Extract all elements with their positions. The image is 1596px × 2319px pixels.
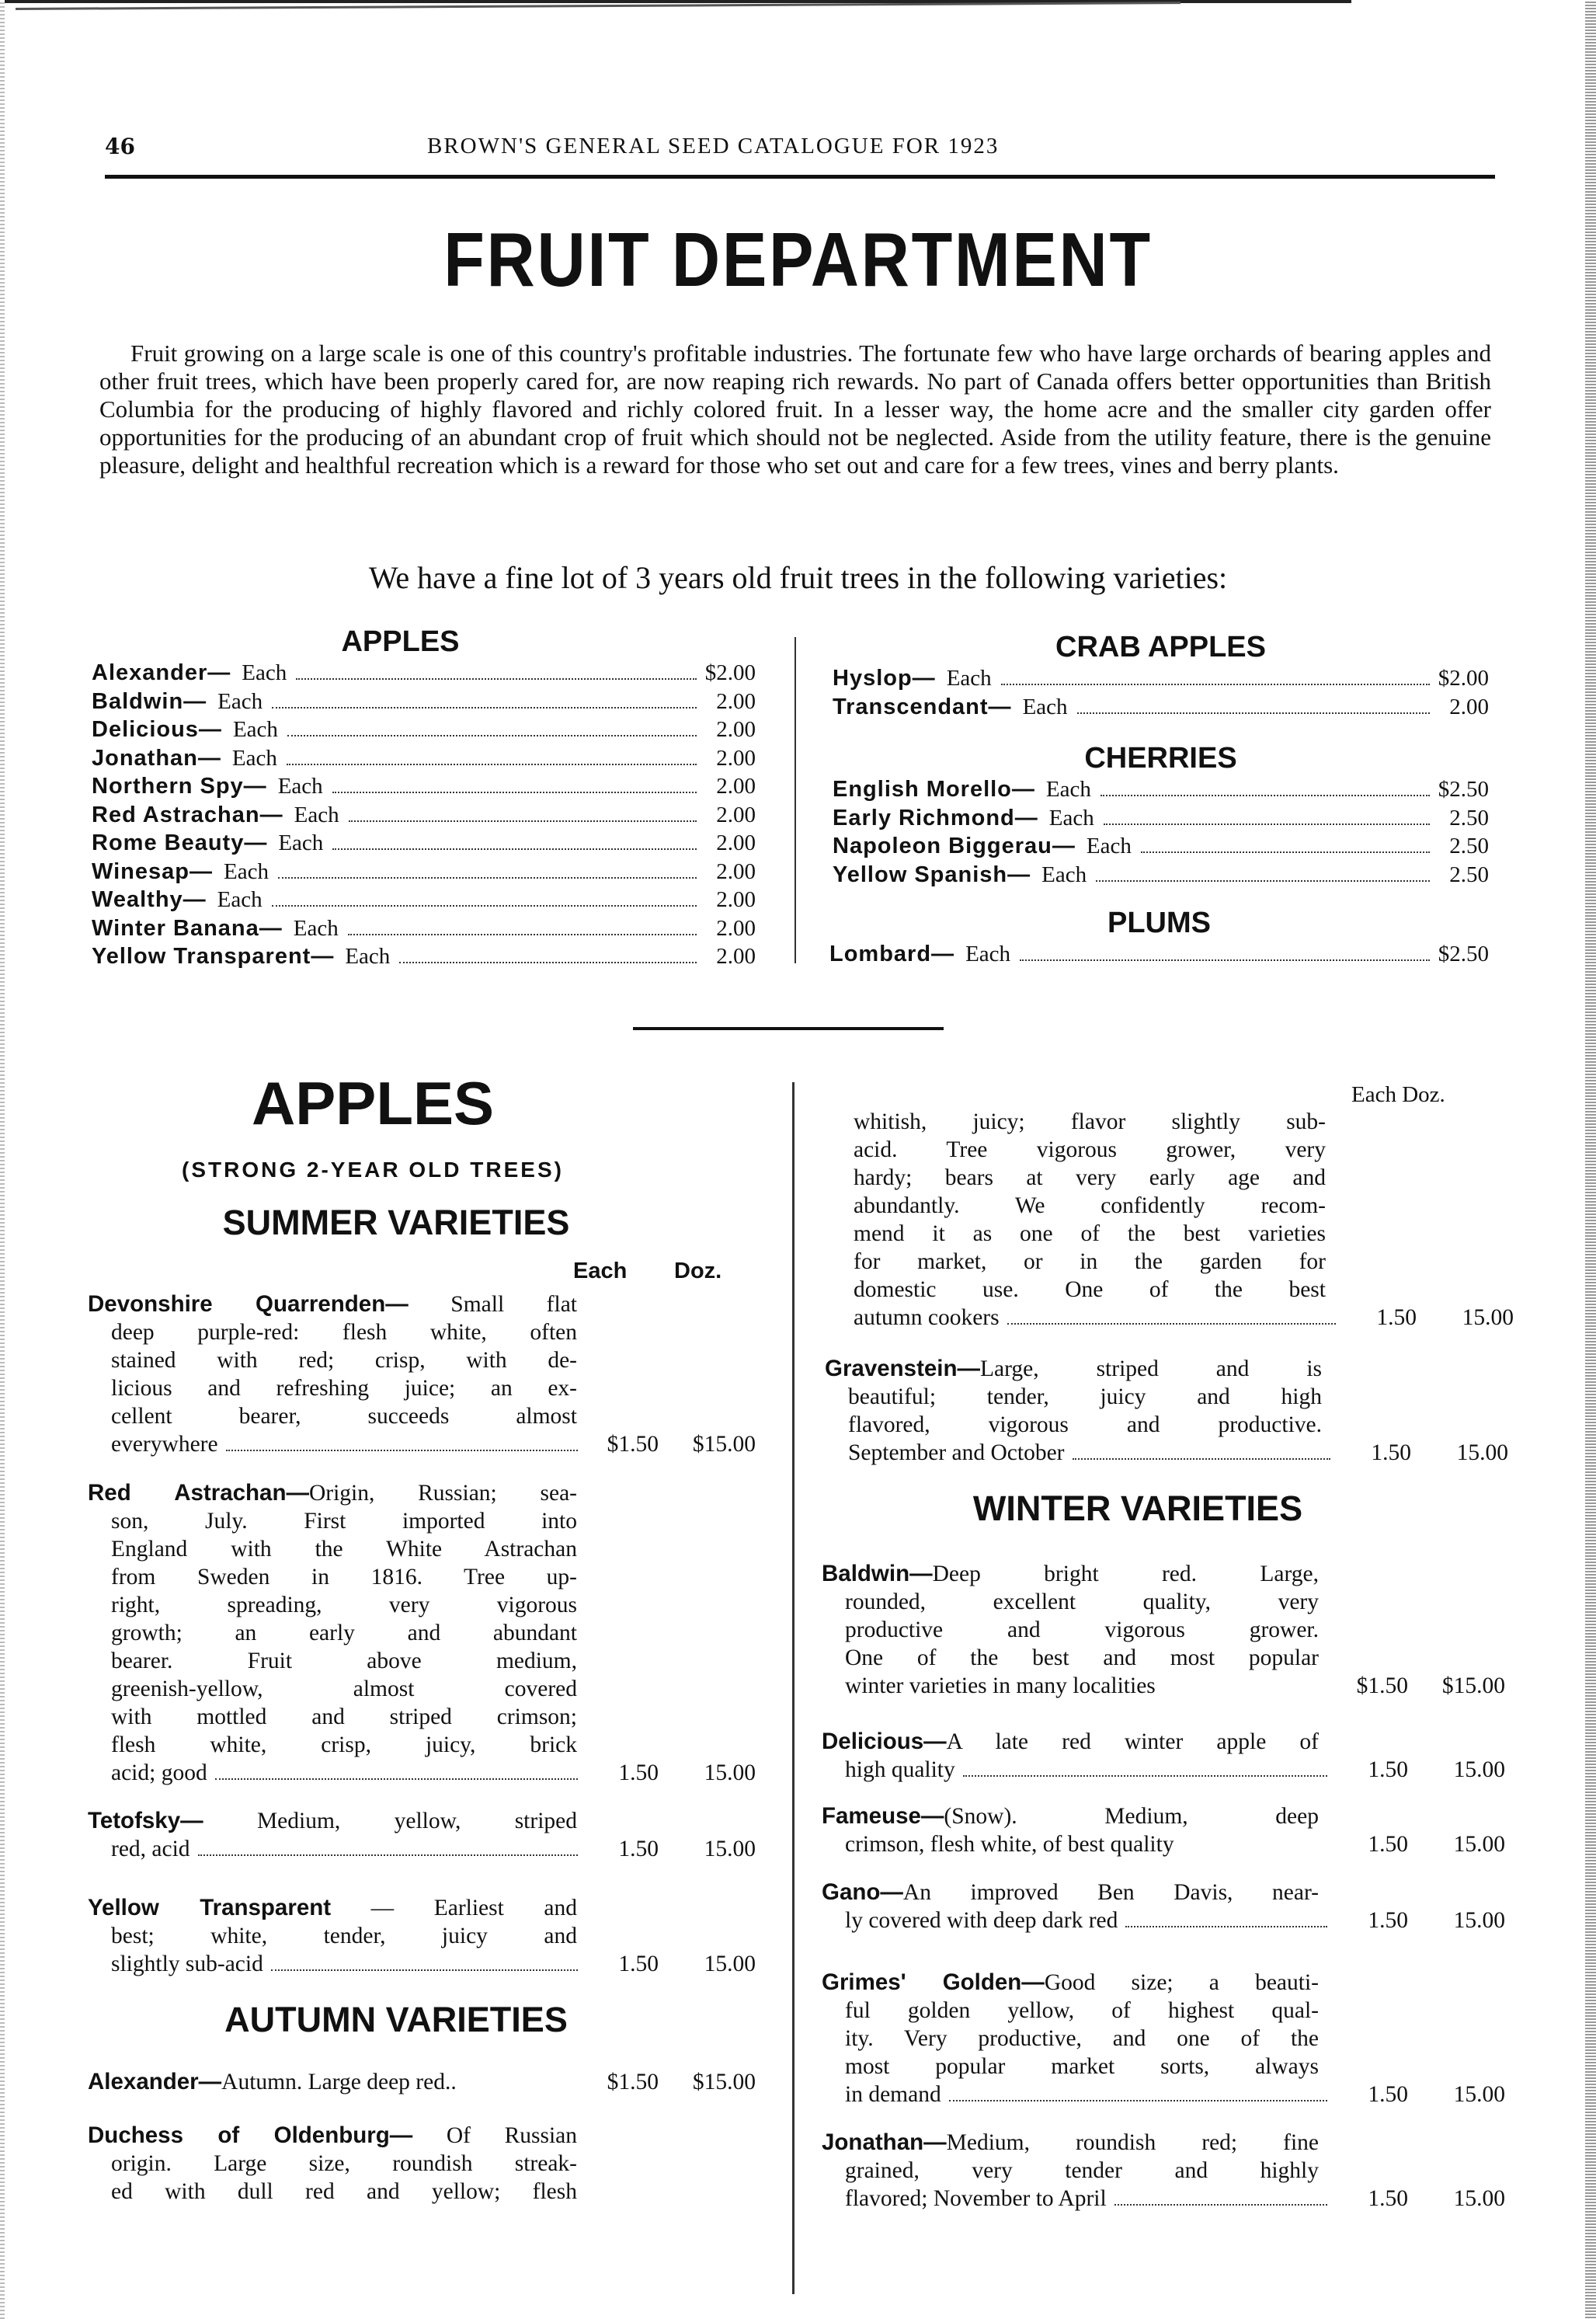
column-header-doz: Doz.	[674, 1259, 722, 1283]
entry-line: greenish-yellow, almost covered	[111, 1677, 577, 1701]
price-list-rows	[829, 942, 1489, 970]
price-dozen: 15.00	[1462, 1305, 1514, 1330]
unit-label: Each	[232, 717, 278, 742]
entry-line: flesh white, crisp, juicy, brick	[111, 1732, 577, 1757]
dot-leader	[1114, 2204, 1327, 2206]
price-each: 1.50	[1368, 1832, 1408, 1857]
entry-line: flavored, vigorous and productive.	[848, 1412, 1322, 1437]
dot-leader	[1125, 1926, 1327, 1927]
price-dozen: $15.00	[1441, 1673, 1505, 1698]
unit-label: Each	[217, 887, 263, 912]
unit-label: Each	[277, 774, 323, 799]
entry-last-text: slightly sub-acid	[111, 1952, 263, 1976]
variety-entry	[88, 1807, 756, 1863]
variety-name: Grimes' Golden—	[822, 1969, 1045, 1995]
variety-name: Yellow Spanish—	[833, 862, 1031, 887]
variety-name: Devonshire Quarrenden—	[88, 1291, 409, 1317]
price-list-plums	[829, 907, 1489, 970]
variety-name: Yellow Transparent—	[92, 944, 335, 969]
column-divider	[795, 637, 796, 963]
section-divider-rule	[633, 1027, 944, 1030]
price: $2.00	[704, 660, 756, 685]
entry-description	[822, 1969, 1319, 2080]
entry-last-text: acid; good	[111, 1760, 207, 1785]
price: 2.00	[716, 774, 756, 799]
entry-price-line	[88, 1759, 756, 1787]
entry-first-line	[825, 1355, 1322, 1383]
price: 2.00	[716, 802, 756, 827]
price-row	[92, 887, 756, 916]
price-list-rows	[833, 777, 1489, 890]
variety-lead: Large, striped and is	[980, 1356, 1322, 1381]
dot-leader	[215, 1778, 578, 1780]
price: $2.50	[1438, 942, 1489, 966]
price-each: 1.50	[618, 1952, 659, 1976]
entry-description	[88, 1479, 577, 1759]
variety-entry	[822, 1969, 1505, 2108]
variety-name: Gravenstein—	[825, 1356, 981, 1381]
entry-description	[88, 1290, 577, 1430]
entry-description	[822, 2129, 1319, 2185]
autumn-varieties-heading: AUTUMN VARIETIES	[224, 2000, 568, 2039]
price: 2.50	[1449, 862, 1489, 887]
variety-lead: — Earliest and	[331, 1896, 577, 1920]
dot-leader	[278, 877, 697, 879]
entry-line: grained, very tender and highly	[845, 2158, 1319, 2183]
entry-first-line	[88, 2122, 577, 2150]
entry-last-text: September and October	[848, 1440, 1065, 1465]
entry-price-line	[822, 1830, 1505, 1858]
price: 2.00	[716, 830, 756, 855]
entry-line: whitish, juicy; flavor slightly sub-	[854, 1109, 1326, 1134]
entry-price-line	[822, 1672, 1505, 1700]
price-each: 1.50	[1368, 2186, 1408, 2211]
column-header-each: Each	[573, 1259, 628, 1283]
unit-label: Each	[1048, 805, 1094, 830]
price: $2.50	[1438, 777, 1489, 802]
entry-first-line	[822, 1879, 1319, 1906]
entry-line: bearer. Fruit above medium,	[111, 1649, 577, 1673]
entry-line: son, July. First imported into	[111, 1509, 577, 1534]
price-dozen: 15.00	[704, 1837, 756, 1861]
price-dozen: 15.00	[1453, 1908, 1505, 1933]
entry-first-line	[88, 1807, 577, 1835]
dot-leader	[963, 1775, 1327, 1777]
entry-description	[822, 1802, 1319, 1830]
price-row	[833, 777, 1489, 806]
price: 2.00	[716, 887, 756, 912]
header-rule	[105, 175, 1495, 179]
dot-leader	[348, 934, 697, 935]
price-each: 1.50	[1368, 1908, 1408, 1933]
variety-name: Red Astrachan—	[88, 1480, 309, 1506]
variety-lead: Good size; a beauti-	[1044, 1970, 1319, 1995]
entry-last-text: red, acid	[111, 1837, 190, 1861]
price-dozen: 15.00	[1453, 2082, 1505, 2107]
entry-description	[822, 1728, 1319, 1756]
price-row	[92, 746, 756, 775]
variety-name: Jonathan—	[92, 745, 221, 771]
entry-price-line	[88, 1950, 756, 1978]
entry-line: origin. Large size, roundish streak-	[111, 2151, 577, 2176]
variety-entry	[822, 1879, 1505, 1934]
dot-leader	[198, 1854, 578, 1856]
price: 2.00	[716, 745, 756, 771]
entry-line: licious and refreshing juice; an ex-	[111, 1376, 577, 1401]
variety-name: Napoleon Biggerau—	[833, 834, 1076, 858]
price-dozen: 15.00	[704, 1952, 756, 1976]
variety-name: Early Richmond—	[833, 805, 1038, 830]
entry-description	[88, 2122, 577, 2206]
variety-entry	[822, 1802, 1505, 1858]
variety-lead: An improved Ben Davis, near-	[902, 1880, 1319, 1905]
variety-entry	[822, 1728, 1505, 1784]
entry-last-text: everywhere	[111, 1432, 218, 1457]
variety-name: Jonathan—	[822, 2129, 947, 2155]
variety-name: Alexander—	[92, 660, 231, 685]
variety-lead: A late red winter apple of	[946, 1729, 1319, 1754]
variety-lead: Medium, roundish red; fine	[946, 2130, 1319, 2155]
variety-name: Wealthy—	[92, 887, 207, 912]
dot-leader	[332, 848, 697, 850]
price-row	[92, 916, 756, 945]
price-row	[833, 666, 1489, 695]
entry-price-line	[822, 2185, 1505, 2213]
variety-name: Rome Beauty—	[92, 830, 268, 855]
variety-lead: Deep bright red. Large,	[932, 1562, 1319, 1586]
price-list-cherries	[833, 742, 1489, 890]
dot-leader	[332, 792, 697, 793]
dot-leader	[1001, 684, 1430, 685]
entry-first-line	[822, 1728, 1319, 1756]
entry-line: rounded, excellent quality, very	[845, 1590, 1319, 1614]
variety-name: Northern Spy—	[92, 774, 267, 799]
apples-section-subtitle: (STRONG 2-YEAR OLD TREES)	[182, 1158, 564, 1182]
entry-line: mend it as one of the best varieties	[854, 1221, 1326, 1246]
price-row	[92, 774, 756, 803]
price-each: 1.50	[1376, 1305, 1417, 1330]
entry-line: growth; an early and abundant	[111, 1621, 577, 1645]
variety-lead: Origin, Russian; sea-	[308, 1481, 577, 1506]
tagline: We have a fine lot of 3 years old fruit trees in the following varieties:	[368, 560, 1228, 595]
dot-leader	[949, 2100, 1327, 2101]
dot-leader	[1073, 1458, 1330, 1460]
entry-first-line	[88, 1479, 577, 1507]
price-row	[92, 717, 756, 746]
price-dozen: $15.00	[692, 2070, 756, 2094]
entry-line: for market, or in the garden for	[854, 1249, 1326, 1274]
entry-price-line	[822, 1756, 1505, 1784]
intro-paragraph	[99, 339, 1491, 479]
variety-name: Yellow Transparent	[88, 1895, 332, 1920]
variety-name: English Morello—	[833, 777, 1035, 802]
column-header-doz: Doz.	[1402, 1082, 1445, 1107]
price-each: $1.50	[607, 2070, 659, 2094]
variety-lead: Autumn. Large deep red..	[221, 2070, 457, 2094]
variety-lead: Small flat	[408, 1292, 577, 1317]
entry-line: beautiful; tender, juicy and high	[848, 1384, 1322, 1409]
unit-label: Each	[224, 858, 269, 884]
price-row	[92, 944, 756, 973]
price-dozen: 15.00	[1453, 1832, 1505, 1857]
section-heading: CRAB APPLES	[1055, 631, 1266, 663]
dot-leader	[1104, 823, 1430, 825]
price: 2.00	[716, 858, 756, 884]
entry-line: England with the White Astrachan	[111, 1537, 577, 1562]
column-header-each-doz	[1351, 1082, 1445, 1108]
entry-description	[822, 1560, 1319, 1672]
variety-entry	[88, 2068, 756, 2096]
column-header-each: Each	[1351, 1082, 1396, 1107]
price-list-rows	[833, 666, 1489, 723]
price-each: 1.50	[1368, 2082, 1408, 2107]
scan-edge-right	[1585, 0, 1596, 2319]
price: 2.00	[716, 915, 756, 941]
dot-leader	[287, 764, 697, 765]
unit-label: Each	[1045, 777, 1091, 802]
entry-last-text: flavored; November to April	[845, 2186, 1107, 2211]
variety-name: Lombard—	[829, 942, 955, 966]
entry-line: most popular market sorts, always	[845, 2054, 1319, 2079]
dot-leader	[1141, 851, 1430, 853]
price-list-rows	[92, 660, 756, 973]
entry-price-line	[822, 1906, 1505, 1934]
entry-last-text: high quality	[845, 1757, 955, 1782]
price: 2.50	[1449, 834, 1489, 858]
variety-entry	[88, 1290, 756, 1458]
unit-label: Each	[294, 802, 339, 827]
price-each: 1.50	[618, 1837, 659, 1861]
page-number: 46	[105, 134, 135, 159]
section-heading: PLUMS	[1107, 907, 1211, 939]
variety-lead: Medium, yellow, striped	[203, 1809, 577, 1833]
unit-label: Each	[1086, 834, 1132, 858]
dot-leader	[287, 735, 697, 736]
variety-name: Baldwin—	[92, 688, 207, 714]
entry-first-line	[822, 1969, 1319, 1997]
variety-name: Winesap—	[92, 858, 213, 884]
entry-line: acid. Tree vigorous grower, very	[854, 1137, 1326, 1162]
entry-description	[825, 1355, 1322, 1439]
price-list-apples	[92, 625, 756, 973]
price: $2.00	[1438, 666, 1489, 691]
price-row	[92, 660, 756, 689]
entry-line: best; white, tender, juicy and	[111, 1924, 577, 1948]
price-row	[833, 695, 1489, 723]
variety-entry	[88, 1894, 756, 1978]
unit-label: Each	[293, 915, 339, 941]
entry-line: cellent bearer, succeeds almost	[111, 1404, 577, 1429]
variety-entry	[822, 2129, 1505, 2213]
price-row	[92, 803, 756, 831]
dot-leader	[226, 1450, 578, 1451]
price-each: 1.50	[1368, 1757, 1408, 1782]
variety-name: Hyslop—	[833, 666, 936, 691]
winter-varieties-heading: WINTER VARIETIES	[972, 1489, 1303, 1528]
intro-text: Fruit growing on a large scale is one of this country's profitable industries. The fortunate few who have large orchards of bearing apples and other fruit trees, which have been properly cared for, are now reaping rich rewards. No part of Canada offers better opportunities than British Columbia for the producing of highly flavored and richly colored fruit. In a lesser way, the home acre and the smaller city garden offer opportunities for the producing of an abundant crop of fruit which should not be neglected. Aside from the utility feature, there is the genuine pleasure, delight and healthful recreation which is a reward for those who set out and care for a few trees, vines and berry plants.	[99, 339, 1491, 479]
variety-entry	[822, 1560, 1505, 1700]
scan-edge-left	[0, 0, 5, 2319]
entry-line: ity. Very productive, and one of the	[845, 2026, 1319, 2051]
price-row	[833, 834, 1489, 862]
price-row	[92, 689, 756, 718]
entry-line: from Sweden in 1816. Tree up-	[111, 1565, 577, 1590]
page-header	[105, 131, 1495, 171]
entry-line: ful golden yellow, of highest qual-	[845, 1998, 1319, 2023]
summer-varieties-heading: SUMMER VARIETIES	[222, 1203, 570, 1242]
variety-name: Fameuse—	[822, 1803, 944, 1829]
variety-entry	[88, 1479, 756, 1787]
page-title: FRUIT DEPARTMENT	[443, 217, 1153, 302]
entry-price-line	[822, 2080, 1505, 2108]
entry-line: domestic use. One of the best	[854, 1277, 1326, 1302]
price-row	[92, 859, 756, 888]
variety-name: Transcendant—	[833, 694, 1012, 719]
variety-name: Delicious—	[822, 1729, 947, 1754]
entry-line: right, spreading, very vigorous	[111, 1593, 577, 1617]
dot-leader	[399, 962, 697, 963]
price-list-crab-apples	[833, 631, 1489, 723]
entry-price-line	[825, 1439, 1508, 1467]
apples-section-title: APPLES	[251, 1069, 495, 1137]
entry-description	[829, 1108, 1326, 1304]
unit-label: Each	[946, 666, 992, 691]
variety-lead: Of Russian	[412, 2123, 577, 2148]
price-dozen: 15.00	[1456, 1440, 1508, 1465]
entry-last-text: winter varieties in many localities	[845, 1673, 1156, 1698]
variety-name: Winter Banana—	[92, 915, 283, 941]
column-divider	[792, 1082, 795, 2294]
entry-line: with mottled and striped crimson;	[111, 1704, 577, 1729]
variety-name: Duchess of Oldenburg—	[88, 2122, 413, 2148]
entry-first-line	[88, 1894, 577, 1922]
dot-leader	[1020, 959, 1430, 961]
price: 2.00	[716, 944, 756, 969]
unit-label: Each	[345, 944, 391, 969]
variety-name: Alexander—	[88, 2069, 222, 2094]
section-heading: APPLES	[341, 625, 460, 658]
entry-line: One of the best and most popular	[845, 1645, 1319, 1670]
dot-leader	[271, 1969, 578, 1971]
variety-name: Tetofsky—	[88, 1808, 203, 1833]
dot-leader	[296, 678, 697, 680]
entry-last-text: ly covered with deep dark red	[845, 1908, 1118, 1933]
entry-first-line	[822, 1560, 1319, 1588]
entry-line: abundantly. We confidently recom-	[854, 1193, 1326, 1218]
entry-line: deep purple-red: flesh white, often	[111, 1320, 577, 1345]
entry-first-line	[88, 2068, 457, 2096]
dot-leader	[272, 905, 697, 907]
price: 2.00	[716, 717, 756, 742]
variety-lead: (Snow). Medium, deep	[944, 1804, 1319, 1829]
entry-first-line	[88, 1290, 577, 1318]
entry-description	[822, 1879, 1319, 1906]
entry-first-line	[822, 2129, 1319, 2157]
entry-price-line	[88, 1430, 756, 1458]
variety-entry	[825, 1355, 1508, 1467]
running-title: BROWN'S GENERAL SEED CATALOGUE FOR 1923	[427, 134, 1000, 158]
dot-leader	[1096, 880, 1430, 882]
price: 2.00	[716, 688, 756, 714]
entry-line: productive and vigorous grower.	[845, 1617, 1319, 1642]
dot-leader	[1101, 795, 1430, 796]
dot-leader	[1077, 712, 1430, 714]
price-dozen: 15.00	[1453, 2186, 1505, 2211]
unit-label: Each	[242, 660, 287, 685]
unit-label: Each	[231, 745, 277, 771]
unit-label: Each	[217, 688, 263, 714]
price-each: $1.50	[607, 1432, 659, 1457]
entry-price-line	[88, 2068, 756, 2096]
price: 2.50	[1449, 805, 1489, 830]
unit-label: Each	[278, 830, 324, 855]
price-row	[829, 942, 1489, 970]
entry-line: hardy; bears at very early age and	[854, 1165, 1326, 1190]
price-dozen: 15.00	[1453, 1757, 1505, 1782]
dot-leader	[1007, 1323, 1336, 1325]
entry-line: stained with red; crisp, with de-	[111, 1348, 577, 1373]
price-row	[833, 862, 1489, 891]
entry-first-line	[822, 1802, 1319, 1830]
entry-description	[88, 1894, 577, 1950]
entry-last-text: crimson, flesh white, of best quality	[845, 1832, 1174, 1857]
price-row	[833, 806, 1489, 834]
section-heading: CHERRIES	[1084, 742, 1237, 775]
price: 2.00	[1449, 694, 1489, 719]
variety-entry-continued	[829, 1108, 1514, 1332]
entry-last-text: in demand	[845, 2082, 941, 2107]
price-dozen: $15.00	[692, 1432, 756, 1457]
dot-leader	[349, 820, 697, 822]
variety-name: Delicious—	[92, 717, 222, 742]
entry-last-text: autumn cookers	[854, 1305, 1000, 1330]
price-row	[92, 830, 756, 859]
price-each: $1.50	[1356, 1673, 1408, 1698]
variety-entry	[88, 2122, 577, 2206]
price-each: 1.50	[1371, 1440, 1411, 1465]
price-each: 1.50	[618, 1760, 659, 1785]
entry-description	[88, 1807, 577, 1835]
unit-label: Each	[1041, 862, 1087, 887]
variety-name: Gano—	[822, 1879, 903, 1905]
entry-price-line	[829, 1304, 1514, 1332]
entry-price-line	[88, 1835, 756, 1863]
entry-line: ed with dull red and yellow; flesh	[111, 2179, 577, 2204]
unit-label: Each	[1022, 694, 1068, 719]
dot-leader	[272, 707, 697, 709]
price-dozen: 15.00	[704, 1760, 756, 1785]
variety-name: Red Astrachan—	[92, 802, 283, 827]
unit-label: Each	[965, 942, 1011, 966]
variety-name: Baldwin—	[822, 1561, 933, 1586]
